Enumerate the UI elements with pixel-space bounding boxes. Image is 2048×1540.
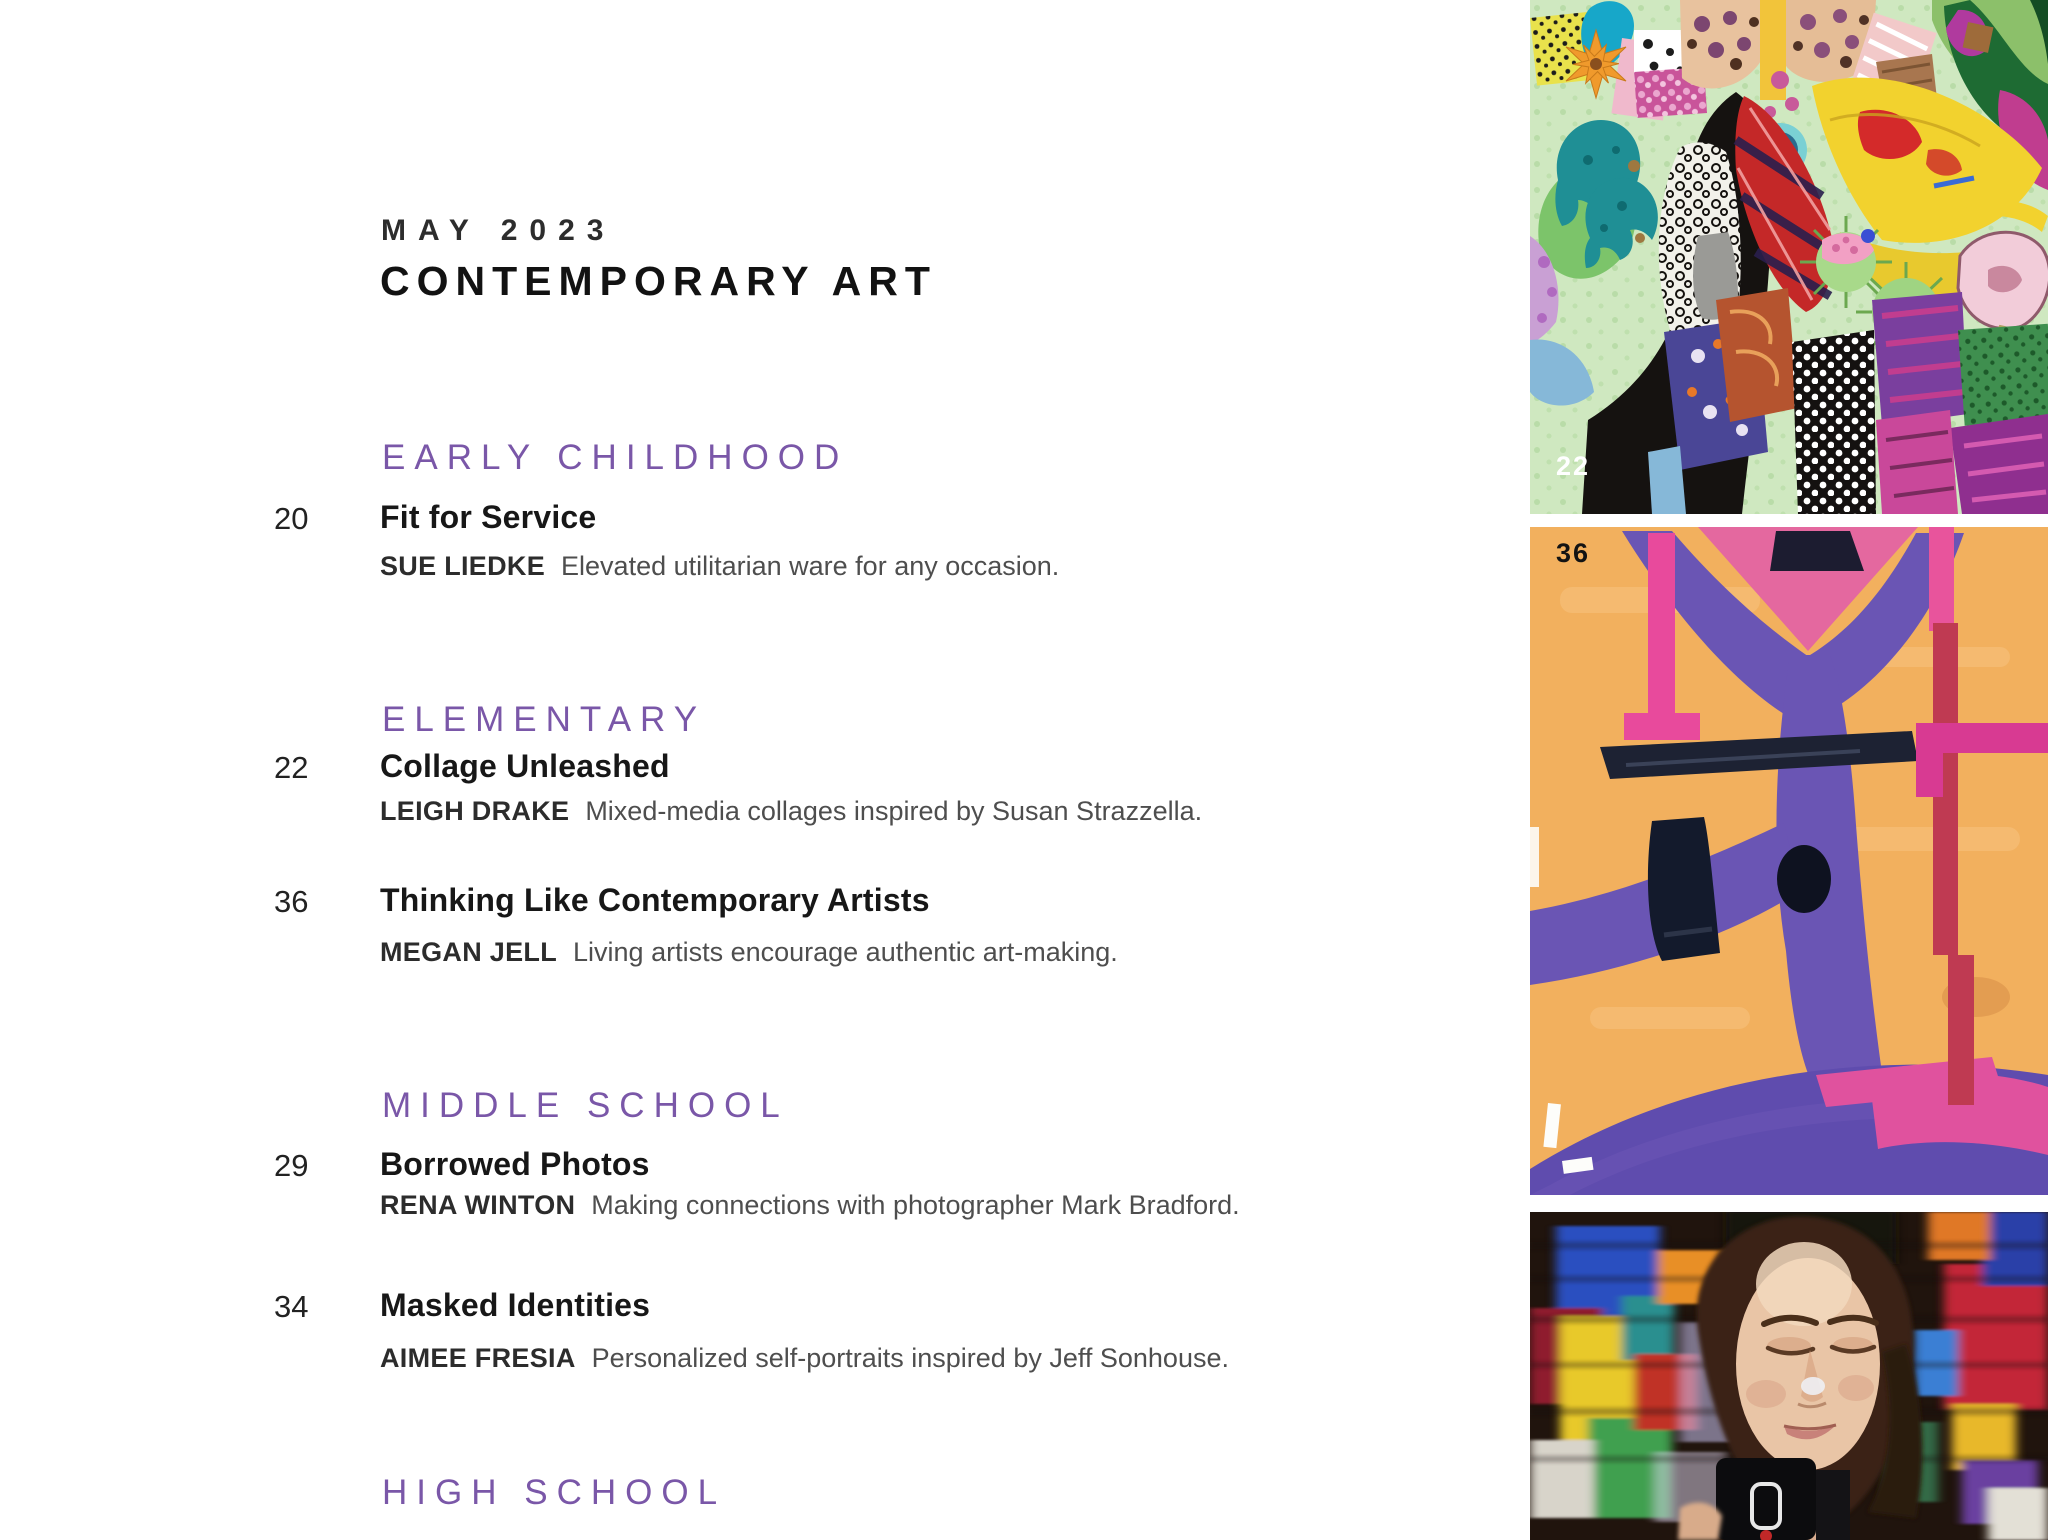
section-heading-early-childhood: EARLY CHILDHOOD (382, 438, 849, 477)
entry-byline (380, 939, 1118, 966)
entry-title: Fit for Service (380, 499, 597, 535)
entry-author: AIMEE FRESIA (380, 1343, 576, 1373)
artwork-image-toucan-collage (1530, 0, 2048, 514)
portrait-illustration (1530, 1212, 2048, 1540)
entry-byline (380, 1345, 1229, 1372)
entry-author: LEIGH DRAKE (380, 796, 570, 826)
entry-description: Elevated utilitarian ware for any occasion. (561, 551, 1060, 581)
entry-page-number: 34 (274, 1289, 309, 1324)
entry-byline (380, 798, 1202, 825)
entry-author: SUE LIEDKE (380, 551, 546, 581)
toucan-collage-illustration (1530, 0, 2048, 514)
entry-description: Mixed-media collages inspired by Susan Strazzella. (585, 796, 1203, 826)
entry-byline (380, 1192, 1240, 1219)
artwork-image-portrait-with-phone (1530, 1212, 2048, 1540)
purple-tree-illustration (1530, 527, 2048, 1195)
section-heading-elementary: ELEMENTARY (382, 700, 707, 739)
page-title: CONTEMPORARY ART (380, 258, 937, 304)
entry-description: Personalized self-portraits inspired by Jeff Sonhouse. (591, 1343, 1229, 1373)
section-heading-high-school: HIGH SCHOOL (382, 1473, 727, 1512)
entry-title: Collage Unleashed (380, 748, 670, 784)
entry-description: Living artists encourage authentic art-making. (573, 937, 1118, 967)
entry-byline (380, 553, 1059, 580)
entry-description: Making connections with photographer Mark Bradford. (591, 1190, 1240, 1220)
entry-page-number: 22 (274, 750, 309, 785)
artwork-page-label: 36 (1556, 538, 1591, 568)
entry-title: Masked Identities (380, 1287, 651, 1323)
entry-page-number: 20 (274, 501, 309, 536)
entry-title: Borrowed Photos (380, 1146, 650, 1182)
artwork-image-purple-tree-painting (1530, 527, 2048, 1195)
entry-title: Thinking Like Contemporary Artists (380, 882, 930, 918)
entry-page-number: 36 (274, 884, 309, 919)
entry-page-number: 29 (274, 1148, 309, 1183)
issue-date: MAY 2023 (381, 214, 616, 247)
entry-author: RENA WINTON (380, 1190, 576, 1220)
entry-author: MEGAN JELL (380, 937, 558, 967)
section-heading-middle-school: MIDDLE SCHOOL (382, 1086, 789, 1125)
artwork-page-label: 22 (1556, 451, 1591, 481)
